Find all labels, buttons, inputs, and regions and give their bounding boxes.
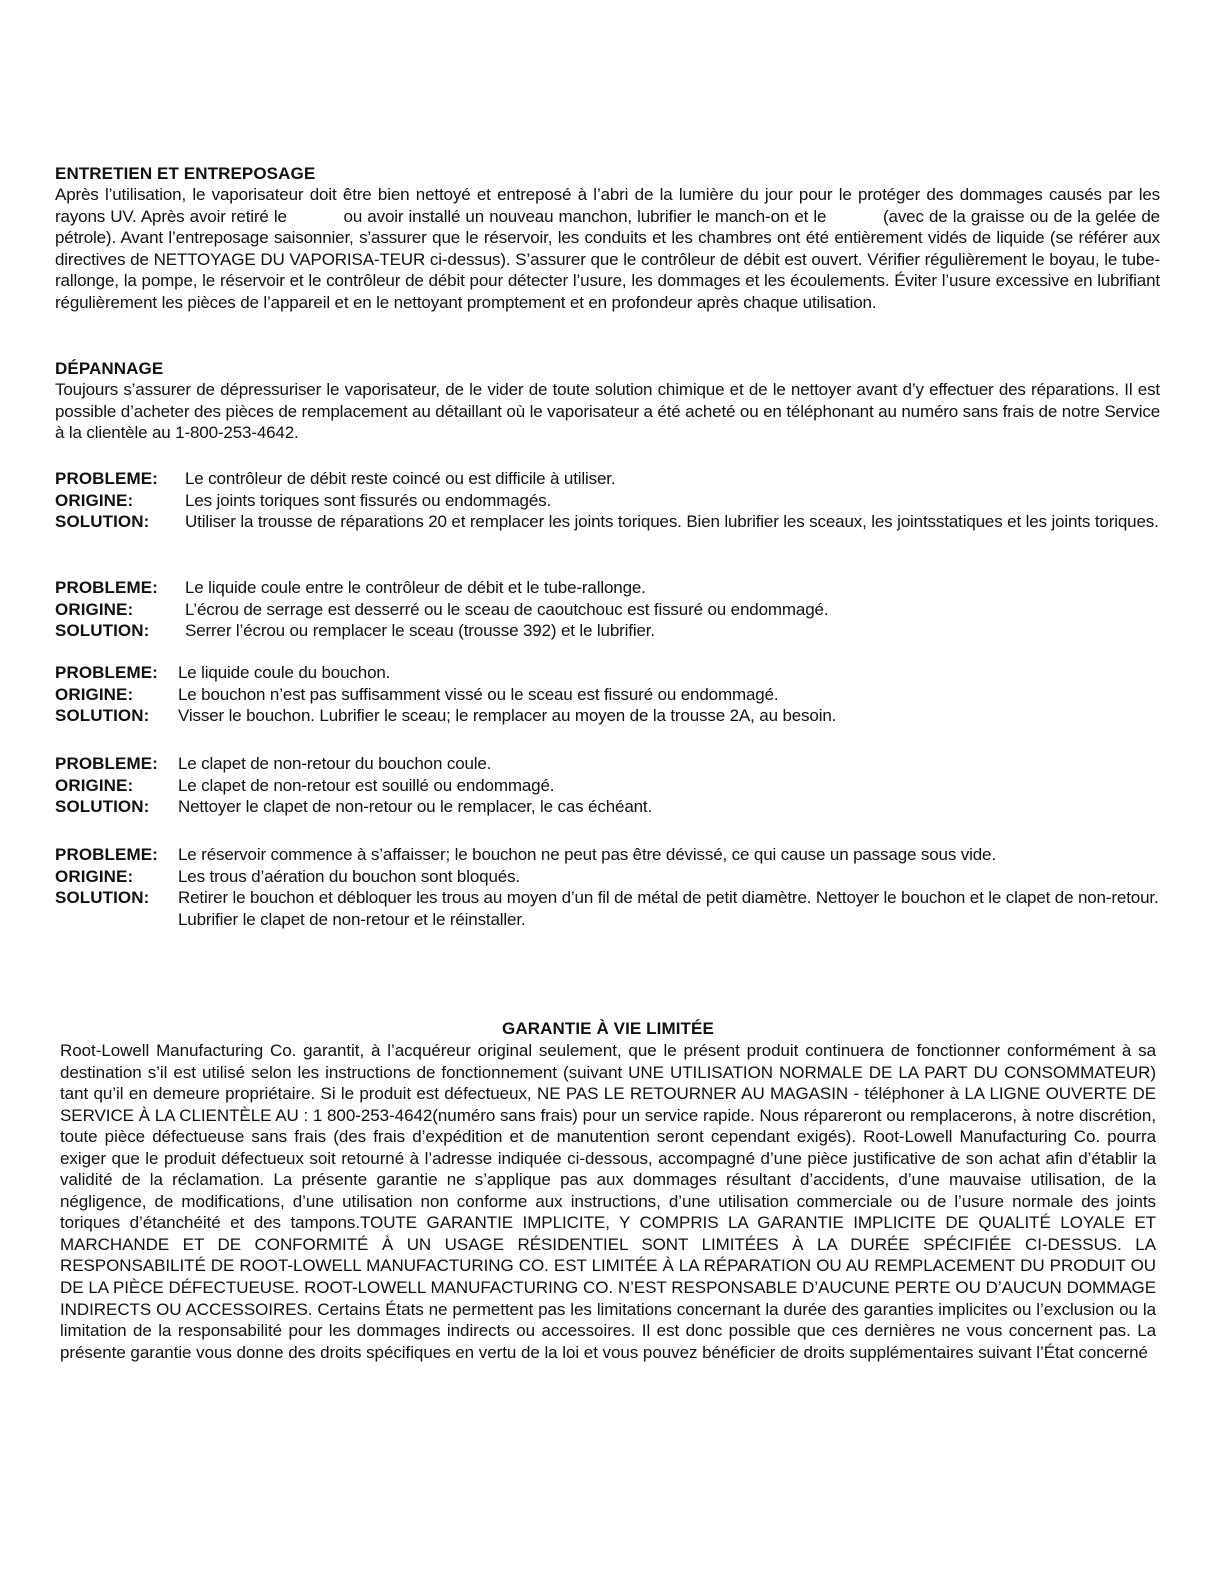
troubleshooting-intro: Toujours s’assurer de dépressuriser le vaporisateur, de le vider de toute solution chimique et de le nettoyer avant d’y effectuer des réparations. Il est possible d’acheter des pièces de remplacement au détaillant où le vaporisateur a été acheté ou en téléphonant au numéro sans frais de notre Service à la clientèle au 1-800-253-4642. <box>55 380 1160 443</box>
problem-row <box>55 844 1160 866</box>
solution-text: Serrer l’écrou ou remplacer le sceau (trousse 392) et le lubrifier. <box>185 621 655 641</box>
origin-row <box>55 866 1160 888</box>
warranty-title: GARANTIE À VIE LIMITÉE <box>502 1019 714 1038</box>
problem-text: Le liquide coule entre le contrôleur de débit et le tube-rallonge. <box>185 578 646 597</box>
origin-text: Le clapet de non-retour est souillé ou endommagé. <box>178 775 555 795</box>
problem-text: Le contrôleur de débit reste coincé ou est difficile à utiliser. <box>185 469 616 488</box>
origin-label: ORIGINE: <box>55 599 134 619</box>
problem-text: Le liquide coule du bouchon. <box>178 663 391 682</box>
maintenance-text: Après l’utilisation, le vaporisateur doit être bien nettoyé et entreposé à l’abri de la lumière du jour pour le protéger des dommages causés par les rayons UV. Après avoir retiré le ou avoir installé un nouveau manchon, lubrifier le manch-on et le (avec de la graisse ou de la gelée de pétrole). Avant l’entreposage saisonnier, s’assurer que le réservoir, les conduits et les chambres ont été entièrement vidés de liquide (se référer aux directives de NETTOYAGE DU VAPORISA-TEUR ci-dessus). S’assurer que le contrôleur de débit est ouvert. Vérifier régulièrement le boyau, le tube-rallonge, la pompe, le réservoir et le contrôleur de débit pour détecter l’usure, les dommages et les écoulements. Éviter l’usure excessive en lubrifiant régulièrement les pièces de l’appareil et en le nettoyant promptement et en profondeur après chaque utilisation. <box>55 185 1165 312</box>
solution-text: Visser le bouchon. Lubrifier le sceau; le remplacer au moyen de la trousse 2A, au besoin. <box>178 706 837 726</box>
solution-row <box>55 620 1160 642</box>
solution-label: SOLUTION: <box>55 621 150 641</box>
troubleshooting-title: DÉPANNAGE <box>55 359 164 378</box>
problem-row <box>55 468 1160 490</box>
solution-label: SOLUTION: <box>55 512 150 532</box>
origin-label: ORIGINE: <box>55 490 134 510</box>
origin-label: ORIGINE: <box>55 866 134 886</box>
trouble-item <box>55 844 1160 930</box>
origin-row <box>55 490 1160 512</box>
problem-label: PROBLEME: <box>55 754 158 773</box>
solution-label: SOLUTION: <box>55 888 150 908</box>
origin-text: Le bouchon n’est pas suffisamment vissé ou le sceau est fissuré ou endommagé. <box>178 684 779 704</box>
problem-label: PROBLEME: <box>55 845 158 864</box>
problem-row <box>55 662 1160 684</box>
problem-text: Le réservoir commence à s’affaisser; le bouchon ne peut pas être dévissé, ce qui cause un passage sous vide. <box>178 845 996 864</box>
troubleshooting-section <box>55 358 1160 444</box>
solution-text: Nettoyer le clapet de non-retour ou le remplacer, le cas échéant. <box>178 797 653 817</box>
warranty-section <box>60 1018 1156 1363</box>
warranty-text: Root-Lowell Manufacturing Co. garantit, à l’acquéreur original seulement, que le présent produit continuera de fonctionner conformément à sa destination s’il est utilisé selon les instructions de fonctionnement (suivant UNE UTILISATION NORMALE DE LA PART DU CONSOMMATEUR) tant qu’il en demeure propriétaire. Si le produit est défectueux, NE PAS LE RETOURNER AU MAGASIN - téléphoner à LA LIGNE OUVERTE DE SERVICE À LA CLIENTÈLE AU : 1 800-253-4642(numéro sans frais) pour un service rapide. Nous répareront ou remplacerons, à notre discrétion, toute pièce défectueuse sans frais (des frais d’expédition et de manutention seront cependant exigés). Root-Lowell Manufacturing Co. pourra exiger que le produit défectueux soit retourné à l’adresse indiquée ci-dessous, accompagné d’une pièce justificative de son achat afin d’établir la validité de la réclamation. La présente garantie ne s’applique pas aux dommages résultant d’accidents, d’une mauvaise utilisation, de la négligence, de modifications, d’une utilisation non conforme aux instructions, d’une utilisation commerciale ou de l’usure normale des joints toriques d’étanchéité et des tampons.TOUTE GARANTIE IMPLICITE, Y COMPRIS LA GARANTIE IMPLICITE DE QUALITÉ LOYALE ET MARCHANDE ET DE CONFORMITÉ À UN USAGE RÉSIDENTIEL SONT LIMITÉES À LA DURÉE SPÉCIFIÉE CI-DESSUS. LA RESPONSABILITÉ DE ROOT-LOWELL MANUFACTURING CO. EST LIMITÉE À LA RÉPARATION OU AU REMPLACEMENT DU PRODUIT OU DE LA PIÈCE DÉFECTUEUSE. ROOT-LOWELL MANUFACTURING CO. N’EST RESPONSABLE D’AUCUNE PERTE OU D’AUCUN DOMMAGE INDIRECTS OU ACCESSOIRES. Certains États ne permettent pas les limitations concernant la durée des garanties implicites ou l’exclusion ou la limitation de la responsabilité pour les dommages indirects ou accessoires. Il est donc possible que ces dernières ne vous concernent pas. La présente garantie vous donne des droits spécifiques en vertu de la loi et vous pouvez bénéficier de droits supplémentaires suivant l’État concerné <box>60 1041 1156 1362</box>
solution-label: SOLUTION: <box>55 797 150 817</box>
trouble-item <box>55 468 1160 533</box>
solution-text: Retirer le bouchon et débloquer les trous au moyen d’un fil de métal de petit diamètre. Nettoyer le bouchon et le clapet de non-retour. Lubrifier le clapet de non-retour et le réinstaller. <box>178 888 1159 929</box>
problem-label: PROBLEME: <box>55 663 158 682</box>
problem-label: PROBLEME: <box>55 469 158 488</box>
maintenance-title: ENTRETIEN ET ENTREPOSAGE <box>55 164 316 183</box>
problem-row <box>55 577 1160 599</box>
origin-label: ORIGINE: <box>55 775 134 795</box>
problem-text: Le clapet de non-retour du bouchon coule. <box>178 754 492 773</box>
solution-label: SOLUTION: <box>55 706 150 726</box>
problem-label: PROBLEME: <box>55 578 158 597</box>
origin-row <box>55 599 1160 621</box>
problem-row <box>55 753 1160 775</box>
solution-row <box>55 887 1160 930</box>
solution-text: Utiliser la trousse de réparations 20 et remplacer les joints toriques. Bien lubrifier les sceaux, les jointsstatiques et les joints toriques. <box>185 512 1159 532</box>
origin-text: Les trous d’aération du bouchon sont bloqués. <box>178 866 520 886</box>
origin-row <box>55 684 1160 706</box>
solution-row <box>55 796 1160 818</box>
solution-row <box>55 705 1160 727</box>
trouble-item <box>55 577 1160 642</box>
origin-text: L’écrou de serrage est desserré ou le sceau de caoutchouc est fissuré ou endommagé. <box>185 599 829 619</box>
origin-text: Les joints toriques sont fissurés ou endommagés. <box>185 490 552 510</box>
trouble-item <box>55 753 1160 818</box>
origin-label: ORIGINE: <box>55 684 134 704</box>
trouble-item <box>55 662 1160 727</box>
solution-row <box>55 511 1160 533</box>
maintenance-section <box>55 163 1165 314</box>
origin-row <box>55 775 1160 797</box>
